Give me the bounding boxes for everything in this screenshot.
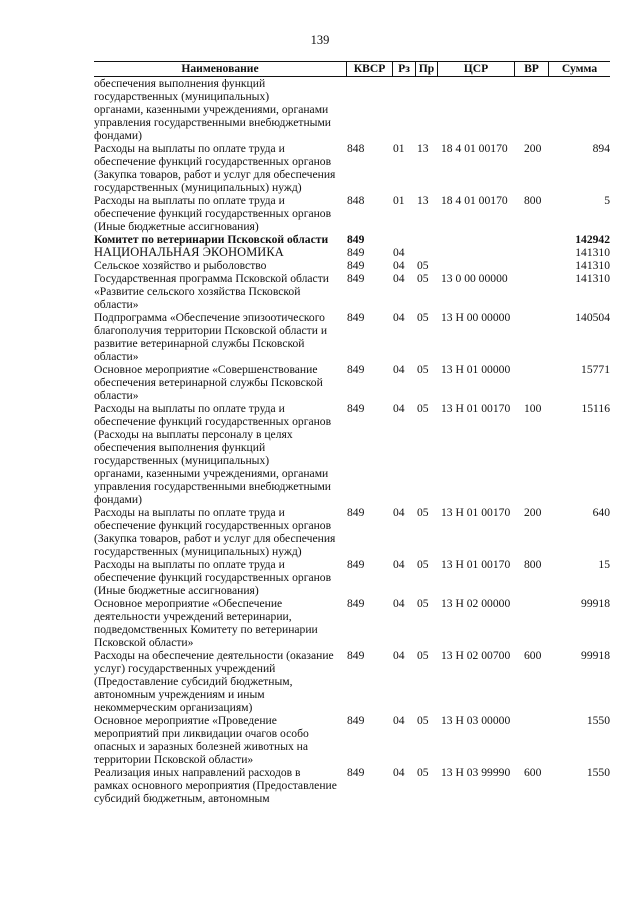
header-rz: Рз [398, 62, 410, 75]
row-name: Расходы на выплаты по оплате труда и обеспечение функций государственных органов (Закупка товаров, работ и услуг для обеспечения государственных (муниципальных) нужд) [94, 142, 336, 194]
row-kvsr: 849 [347, 402, 365, 415]
row-vr: 600 [524, 649, 542, 662]
row-vr: 800 [524, 558, 542, 571]
row-csr: 18 4 01 00170 [441, 194, 508, 207]
row-kvsr: 849 [347, 272, 365, 285]
row-sum: 142942 [575, 233, 610, 246]
row-name: Комитет по ветеринарии Псковской области [94, 233, 329, 246]
row-rz: 04 [393, 272, 405, 285]
row-sum: 140504 [575, 311, 610, 324]
table-row [94, 766, 610, 805]
row-pr: 13 [417, 194, 429, 207]
row-rz: 04 [393, 649, 405, 662]
row-csr: 13 0 00 00000 [441, 272, 508, 285]
row-sum: 141310 [575, 272, 610, 285]
row-pr: 05 [417, 259, 429, 272]
row-sum: 1550 [586, 714, 610, 727]
row-kvsr: 849 [347, 649, 365, 662]
table-row [94, 558, 610, 597]
header-kvsr: КВСР [353, 62, 386, 75]
row-csr: 13 Н 02 00700 [441, 649, 511, 662]
row-sum: 5 [604, 194, 610, 207]
row-vr: 800 [524, 194, 542, 207]
budget-table [94, 61, 610, 805]
row-sum: 15 [598, 558, 610, 571]
row-pr: 05 [417, 597, 429, 610]
header-name: Наименование [181, 62, 259, 75]
page-number: 139 [310, 33, 330, 47]
table-row [94, 194, 610, 233]
row-sum: 99918 [581, 597, 610, 610]
row-rz: 04 [393, 766, 405, 779]
row-kvsr: 849 [347, 714, 365, 727]
row-rz: 04 [393, 259, 405, 272]
row-pr: 05 [417, 402, 429, 415]
row-kvsr: 849 [347, 766, 365, 779]
row-name: Основное мероприятие «Обеспечение деятельности учреждений ветеринарии, подведомственных Комитету по ветеринарии Псковской области» [94, 597, 318, 649]
row-sum: 15116 [581, 402, 610, 415]
row-csr: 13 Н 01 00170 [441, 402, 511, 415]
row-sum: 99918 [581, 649, 610, 662]
row-rz: 04 [393, 246, 405, 259]
row-pr: 05 [417, 311, 429, 324]
row-vr: 100 [524, 402, 542, 415]
row-rz: 04 [393, 597, 405, 610]
row-pr: 05 [417, 649, 429, 662]
row-name: Основное мероприятие «Проведение мероприятий при ликвидации очагов особо опасных и заразных болезней животных на территории Псковской области» [94, 714, 309, 766]
row-sum: 15771 [581, 363, 610, 376]
table-row [94, 272, 610, 311]
row-csr: 13 Н 03 99990 [441, 766, 511, 779]
row-pr: 13 [417, 142, 429, 155]
row-rz: 04 [393, 714, 405, 727]
row-kvsr: 848 [347, 142, 365, 155]
table-row [94, 649, 610, 714]
table-row [94, 506, 610, 558]
table-row [94, 402, 610, 506]
row-pr: 05 [417, 506, 429, 519]
header-csr: ЦСР [463, 62, 489, 75]
table-row [94, 714, 610, 766]
row-name: Расходы на выплаты по оплате труда и обеспечение функций государственных органов (Иные бюджетные ассигнования) [94, 558, 332, 597]
row-csr: 13 Н 03 00000 [441, 714, 511, 727]
row-csr: 13 Н 01 00000 [441, 363, 511, 376]
row-pr: 05 [417, 272, 429, 285]
row-vr: 600 [524, 766, 542, 779]
table-row [94, 597, 610, 649]
row-name: Основное мероприятие «Совершенствование обеспечения ветеринарной службы Псковской области» [94, 363, 323, 402]
table-row [94, 259, 610, 272]
row-name: Расходы на выплаты по оплате труда и обеспечение функций государственных органов (Иные бюджетные ассигнования) [94, 194, 332, 233]
table-row [94, 246, 610, 259]
row-pr: 05 [417, 714, 429, 727]
row-rz: 04 [393, 558, 405, 571]
row-name: Реализация иных направлений расходов в рамках основного мероприятия (Предоставление субсидий бюджетным, автономным [94, 766, 337, 805]
header-sum: Сумма [561, 62, 598, 75]
row-kvsr: 849 [347, 311, 365, 324]
header-vr: ВР [524, 62, 539, 75]
row-csr: 13 Н 01 00170 [441, 506, 511, 519]
row-name: НАЦИОНАЛЬНАЯ ЭКОНОМИКА [94, 245, 284, 259]
row-name: Сельское хозяйство и рыболовство [94, 259, 267, 272]
row-name: Подпрограмма «Обеспечение эпизоотического благополучия территории Псковской области и развитие ветеринарной службы Псковской области» [94, 311, 328, 363]
row-csr: 13 Н 02 00000 [441, 597, 511, 610]
row-rz: 04 [393, 311, 405, 324]
header-pr: Пр [418, 62, 435, 75]
row-name: Расходы на выплаты по оплате труда и обеспечение функций государственных органов (Закупка товаров, работ и услуг для обеспечения государственных (муниципальных) нужд) [94, 506, 336, 558]
row-rz: 04 [393, 506, 405, 519]
row-kvsr: 849 [347, 259, 365, 272]
row-rz: 04 [393, 402, 405, 415]
row-name: Государственная программа Псковской области «Развитие сельского хозяйства Псковской области» [94, 272, 329, 311]
row-name: Расходы на выплаты по оплате труда и обеспечение функций государственных органов (Расходы на выплаты персоналу в целях обеспечения выполнения функций государственных (муниципальных) органами, казенными учреждениями, органами управления государственными внебюджетными фондами) [94, 402, 332, 506]
row-kvsr: 849 [347, 597, 365, 610]
row-pr: 05 [417, 766, 429, 779]
row-sum: 1550 [586, 766, 610, 779]
row-csr: 13 Н 00 00000 [441, 311, 511, 324]
table-row [94, 77, 610, 142]
row-pr: 05 [417, 363, 429, 376]
table-row [94, 311, 610, 363]
row-name: Расходы на обеспечение деятельности (оказание услуг) государственных учреждений (Предоставление субсидий бюджетным, автономным учреждениям и иным некоммерческим организациям) [94, 649, 334, 714]
table-row [94, 363, 610, 402]
row-vr: 200 [524, 506, 542, 519]
row-pr: 05 [417, 558, 429, 571]
table-header [94, 61, 610, 77]
row-kvsr: 849 [347, 246, 365, 259]
row-rz: 01 [393, 142, 405, 155]
row-kvsr: 848 [347, 194, 365, 207]
row-kvsr: 849 [347, 506, 365, 519]
row-kvsr: 849 [347, 558, 365, 571]
row-sum: 141310 [575, 246, 610, 259]
row-csr: 18 4 01 00170 [441, 142, 508, 155]
row-rz: 04 [393, 363, 405, 376]
row-sum: 894 [592, 142, 610, 155]
row-sum: 640 [592, 506, 610, 519]
row-kvsr: 849 [347, 233, 365, 246]
row-kvsr: 849 [347, 363, 365, 376]
row-rz: 01 [393, 194, 405, 207]
row-sum: 141310 [575, 259, 610, 272]
row-vr: 200 [524, 142, 542, 155]
row-name: обеспечения выполнения функций государственных (муниципальных) органами, казенными учреждениями, органами управления государственными внебюджетными фондами) [94, 77, 331, 142]
table-row [94, 142, 610, 194]
row-csr: 13 Н 01 00170 [441, 558, 511, 571]
